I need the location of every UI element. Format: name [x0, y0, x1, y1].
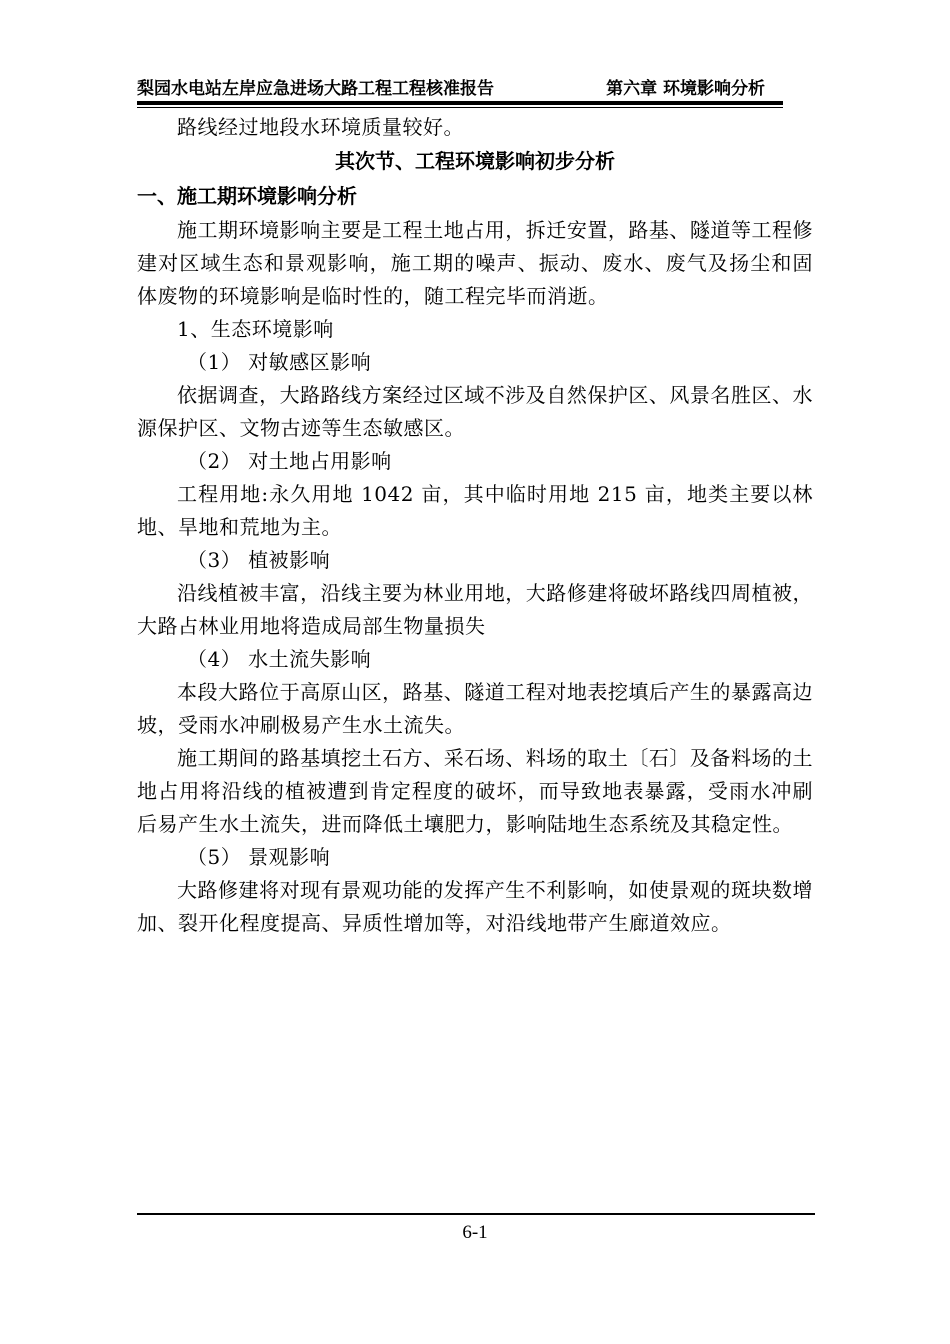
heading-construction-period: 一、施工期环境影响分析 [137, 184, 357, 208]
subheading-ecological-impact: 1、生态环境影响 [177, 317, 334, 341]
item-vegetation-title: （3） 植被影响 [187, 548, 331, 572]
header-rule-thick [137, 101, 783, 105]
header-chapter-title: 第六章 环境影响分析 [606, 79, 765, 99]
paragraph-overview: 施工期环境影响主要是工程土地占用，拆迁安置，路基、隧道等工程修建对区域生态和景观影响，施工期的噪声、振动、废水、废气及扬尘和固体废物的环境影响是临时性的，随工程完毕而消逝。 [137, 218, 813, 308]
page-body [137, 111, 813, 940]
item-sensitive-area-text: 依据调查，大路路线方案经过区域不涉及自然保护区、风景名胜区、水源保护区、文物古迹等生态敏感区。 [137, 383, 813, 440]
footer-rule [137, 1213, 815, 1215]
section-title: 其次节、工程环境影响初步分析 [335, 149, 615, 173]
header-report-title: 梨园水电站左岸应急进场大路工程工程核准报告 [137, 79, 494, 99]
item-soil-erosion-title: （4） 水土流失影响 [187, 647, 372, 671]
item-land-use-title: （2） 对土地占用影响 [187, 449, 392, 473]
item-vegetation-text: 沿线植被丰富，沿线主要为林业用地，大路修建将破坏路线四周植被，大路占林业用地将造成局部生物量损失 [137, 581, 813, 638]
page-number: 6-1 [462, 1222, 488, 1243]
item-soil-erosion-text-1: 本段大路位于高原山区，路基、隧道工程对地表挖填后产生的暴露高边坡，受雨水冲刷极易产生水土流失。 [137, 680, 813, 737]
item-land-use-text: 工程用地:永久用地 1042 亩，其中临时用地 215 亩，地类主要以林地、旱地和荒地为主。 [137, 482, 813, 539]
item-landscape-text: 大路修建将对现有景观功能的发挥产生不利影响，如使景观的斑块数增加、裂开化程度提高、异质性增加等，对沿线地带产生廊道效应。 [137, 878, 813, 935]
page-header [137, 78, 783, 100]
intro-line: 路线经过地段水环境质量较好。 [177, 115, 464, 139]
item-soil-erosion-text-2: 施工期间的路基填挖土石方、采石场、料场的取土〔石〕及备料场的土地占用将沿线的植被遭到肯定程度的破坏，而导致地表暴露，受雨水冲刷后易产生水土流失，进而降低土壤肥力，影响陆地生态系统及其稳定性。 [137, 746, 813, 836]
header-rule-thin [137, 107, 783, 108]
item-landscape-title: （5） 景观影响 [187, 845, 331, 869]
item-sensitive-area-title: （1） 对敏感区影响 [187, 350, 372, 374]
